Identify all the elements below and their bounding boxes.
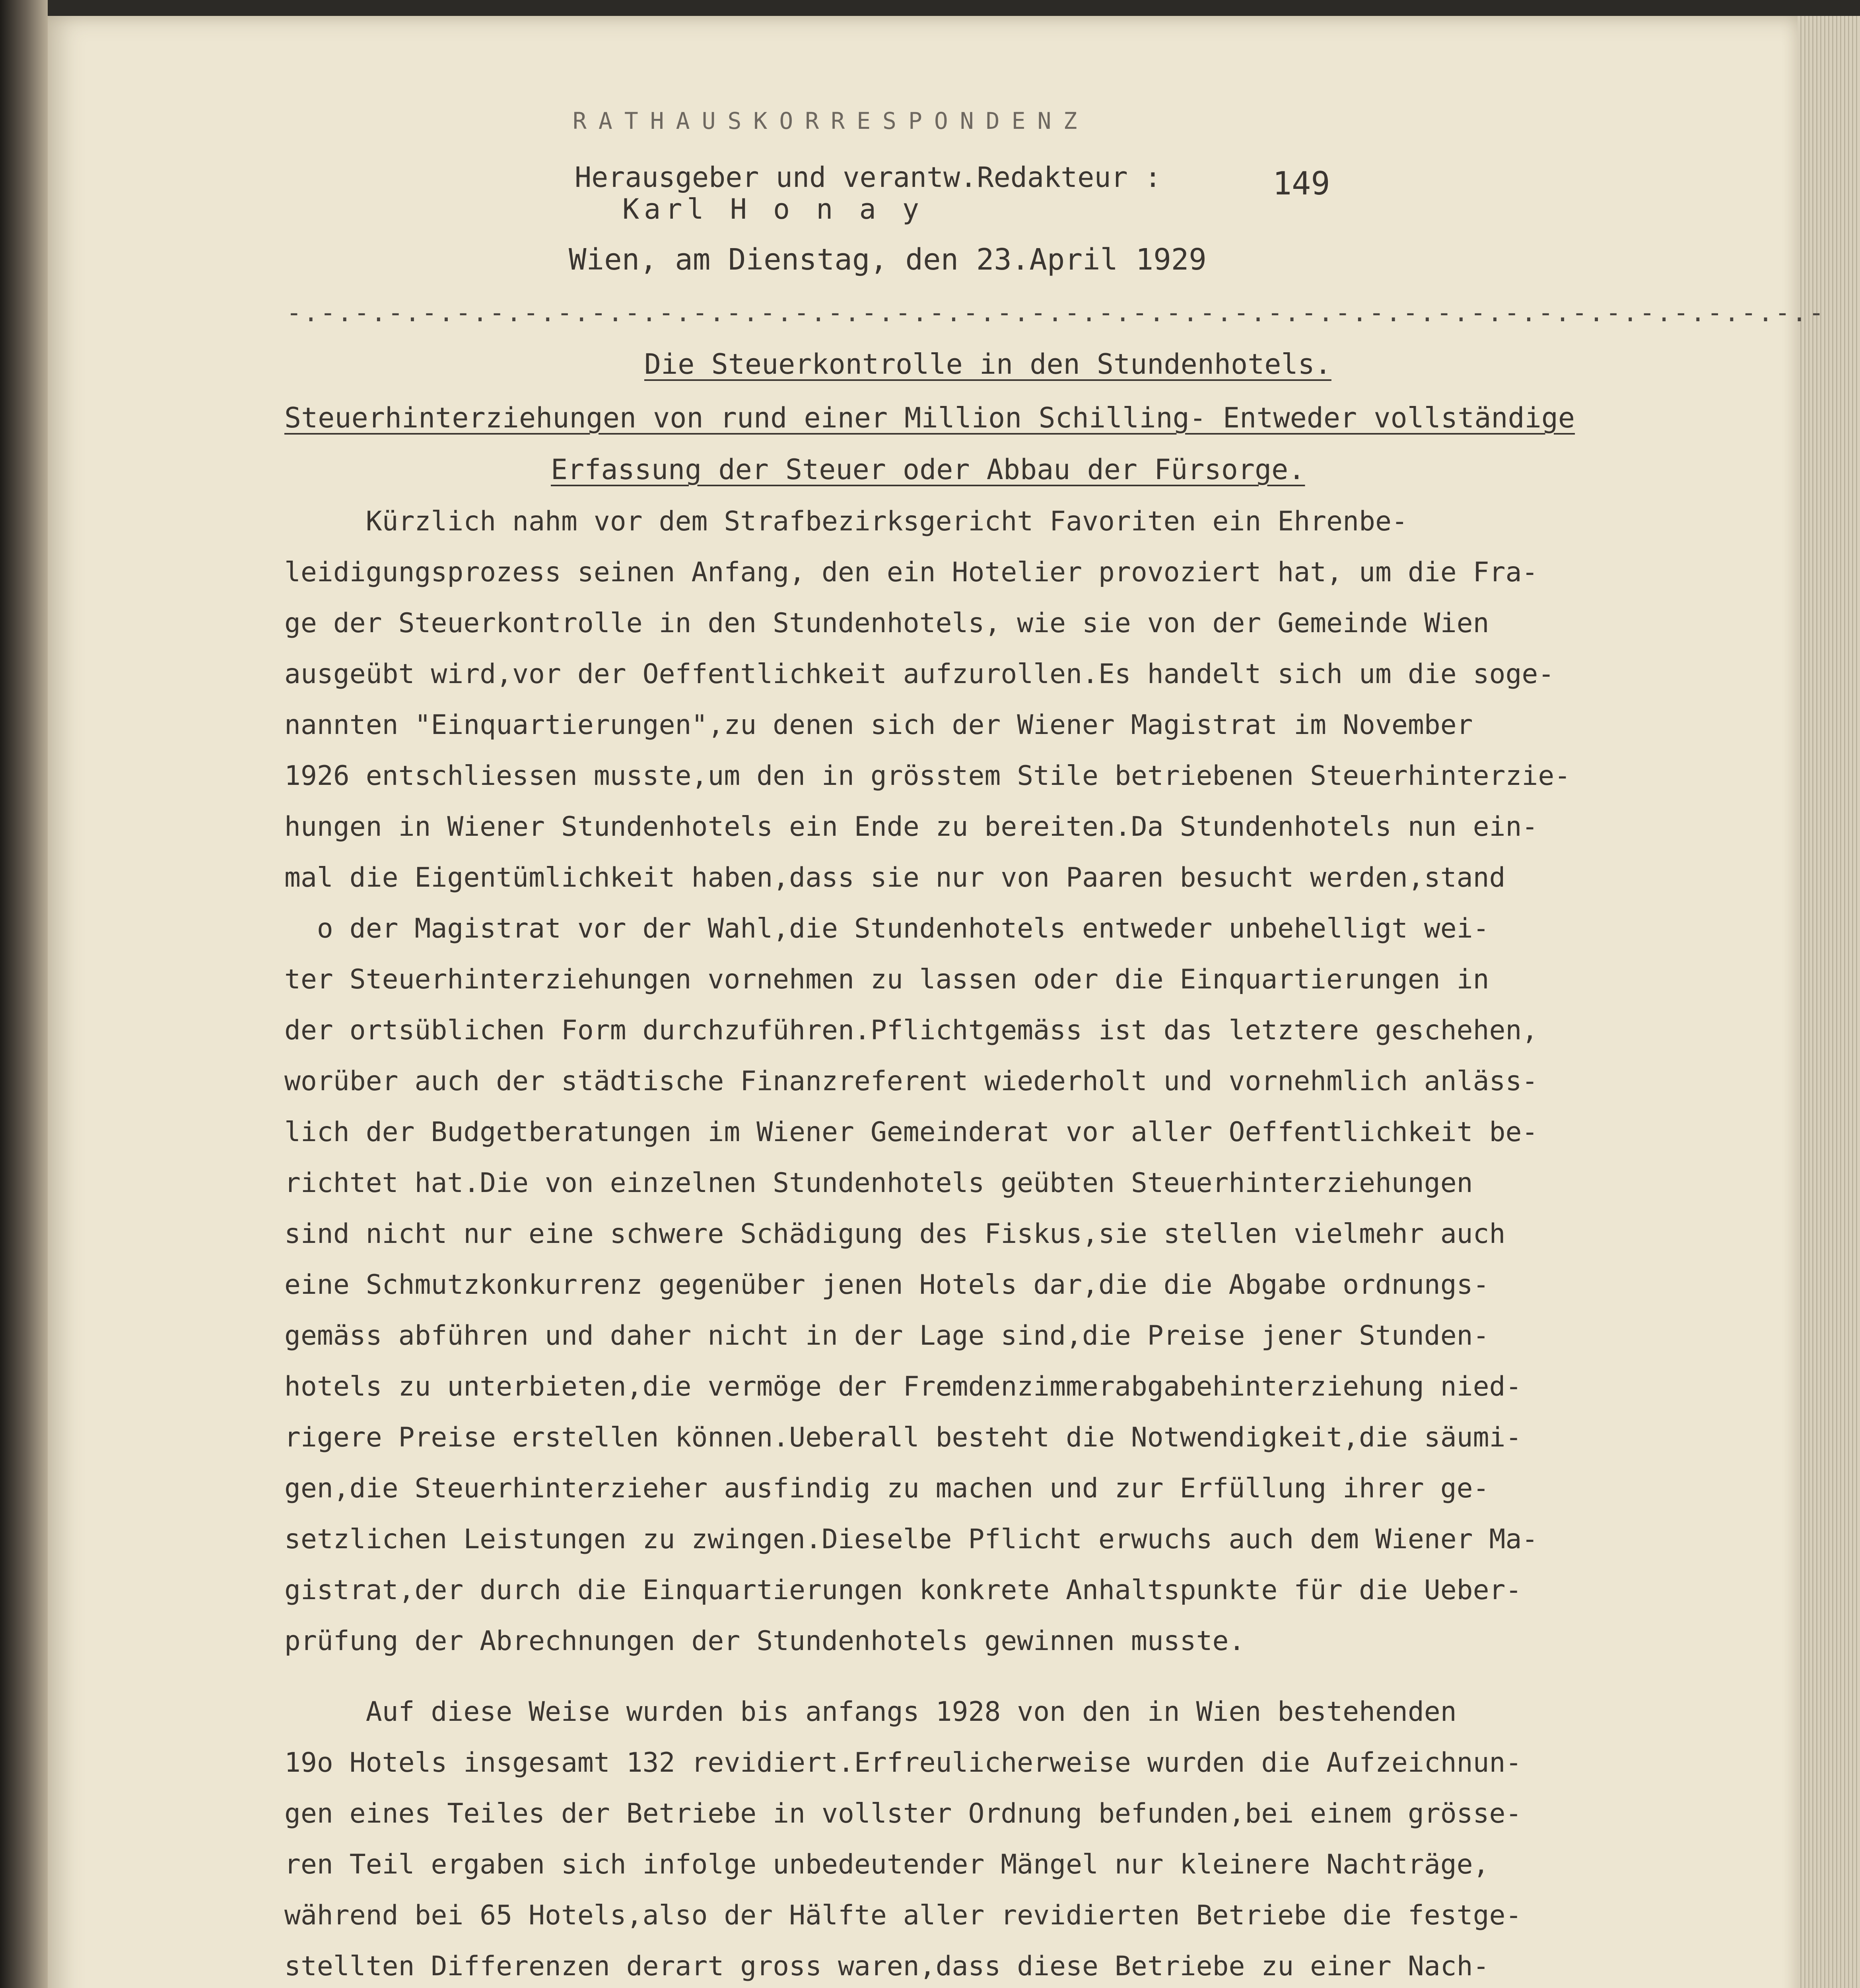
paragraph-gap (284, 1667, 1517, 1687)
separator-line: -.-.-.-.-.-.-.-.-.-.-.-.-.-.-.-.-.-.-.-.-.-.-.-.-.-.-.-.-.-.-.-.-.-.-.-.-.-.-.-.-.-.-.-.-.- (286, 298, 1826, 328)
paragraph-1-line: eine Schmutzkonkurrenz gegenüber jenen Hotels dar,die die Abgabe ordnungs- (284, 1269, 1489, 1301)
paragraph-1-line: setzlichen Leistungen zu zwingen.Dieselbe Pflicht erwuchs auch dem Wiener Ma- (284, 1524, 1538, 1555)
paragraph-1-line: ausgeübt wird,vor der Oeffentlichkeit aufzurollen.Es handelt sich um die soge- (284, 658, 1555, 690)
paragraph-1-line: hungen in Wiener Stundenhotels ein Ende zu bereiten.Da Stundenhotels nun ein- (284, 811, 1538, 843)
paragraph-1-line: lich der Budgetberatungen im Wiener Gemeinderat vor aller Oeffentlichkeit be- (284, 1116, 1538, 1148)
paragraph-1-line: worüber auch der städtische Finanzreferent wiederholt und vornehmlich anläss- (284, 1066, 1538, 1097)
book-binding (0, 0, 48, 1988)
page-number: 149 (1273, 165, 1330, 202)
article-subheadline-2: Erfassung der Steuer oder Abbau der Fürsorge. (551, 453, 1305, 486)
paragraph-1-line: mal die Eigentümlichkeit haben,dass sie nur von Paaren besucht werden,stand (284, 862, 1506, 893)
paragraph-1-line: o der Magistrat vor der Wahl,die Stundenhotels entweder unbehelligt wei- (284, 913, 1489, 944)
paragraph-1-line: rigere Preise erstellen können.Ueberall besteht die Notwendigkeit,die säumi- (284, 1422, 1522, 1453)
article-headline: Die Steuerkontrolle in den Stundenhotels. (644, 348, 1331, 381)
paragraph-1-line: gemäss abführen und daher nicht in der Lage sind,die Preise jener Stunden- (284, 1320, 1489, 1351)
paragraph-2-line: während bei 65 Hotels,also der Hälfte aller revidierten Betriebe die festge- (284, 1900, 1522, 1931)
paragraph-2-line: 19o Hotels insgesamt 132 revidiert.Erfreulicherweise wurden die Aufzeichnun- (284, 1747, 1522, 1778)
publication-title: RATHAUSKORRESPONDENZ (573, 107, 1089, 134)
paragraph-2-line: Auf diese Weise wurden bis anfangs 1928 von den in Wien bestehenden (284, 1696, 1457, 1728)
paragraph-1-line: 1926 entschliessen musste,um den in grösstem Stile betriebenen Steuerhinterzie- (284, 760, 1571, 792)
paragraph-1-line: Kürzlich nahm vor dem Strafbezirksgericht Favoriten ein Ehrenbe- (284, 506, 1408, 537)
paragraph-1-line: leidigungsprozess seinen Anfang, den ein Hotelier provoziert hat, um die Fra- (284, 557, 1538, 588)
publisher-line: Herausgeber und verantw.Redakteur : (575, 161, 1162, 194)
article-subheadline-1: Steuerhinterziehungen von rund einer Million Schilling- Entweder vollständige (284, 402, 1575, 434)
paragraph-1-line: gistrat,der durch die Einquartierungen konkrete Anhaltspunkte für die Ueber- (284, 1574, 1522, 1606)
dateline: Wien, am Dienstag, den 23.April 1929 (569, 243, 1207, 277)
paragraph-1-line: ter Steuerhinterziehungen vornehmen zu lassen oder die Einquartierungen in (284, 964, 1489, 995)
paragraph-1-line: ge der Steuerkontrolle in den Stundenhotels, wie sie von der Gemeinde Wien (284, 608, 1489, 639)
paragraph-2-line: gen eines Teiles der Betriebe in vollster Ordnung befunden,bei einem grösse- (284, 1798, 1522, 1829)
paragraph-1-line: richtet hat.Die von einzelnen Stundenhotels geübten Steuerhinterziehungen (284, 1167, 1473, 1199)
paragraph-1-line: nannten "Einquartierungen",zu denen sich der Wiener Magistrat im November (284, 709, 1473, 741)
editor-name: Karl H o n a y (622, 193, 924, 225)
paragraph-2-line: ren Teil ergaben sich infolge unbedeutender Mängel nur kleinere Nachträge, (284, 1849, 1489, 1880)
paragraph-1-line: prüfung der Abrechnungen der Stundenhotels gewinnen musste. (284, 1625, 1245, 1657)
paragraph-2-line: stellten Differenzen derart gross waren,dass diese Betriebe zu einer Nach- (284, 1951, 1489, 1982)
paragraph-1-line: sind nicht nur eine schwere Schädigung des Fiskus,sie stellen vielmehr auch (284, 1218, 1506, 1250)
article-body (284, 496, 1571, 1988)
paragraph-1-line: der ortsüblichen Form durchzuführen.Pflichtgemäss ist das letztere geschehen, (284, 1015, 1538, 1046)
paragraph-1-line: hotels zu unterbieten,die vermöge der Fremdenzimmerabgabehinterziehung nied- (284, 1371, 1522, 1402)
paragraph-1-line: gen,die Steuerhinterzieher ausfindig zu machen und zur Erfüllung ihrer ge- (284, 1473, 1489, 1504)
